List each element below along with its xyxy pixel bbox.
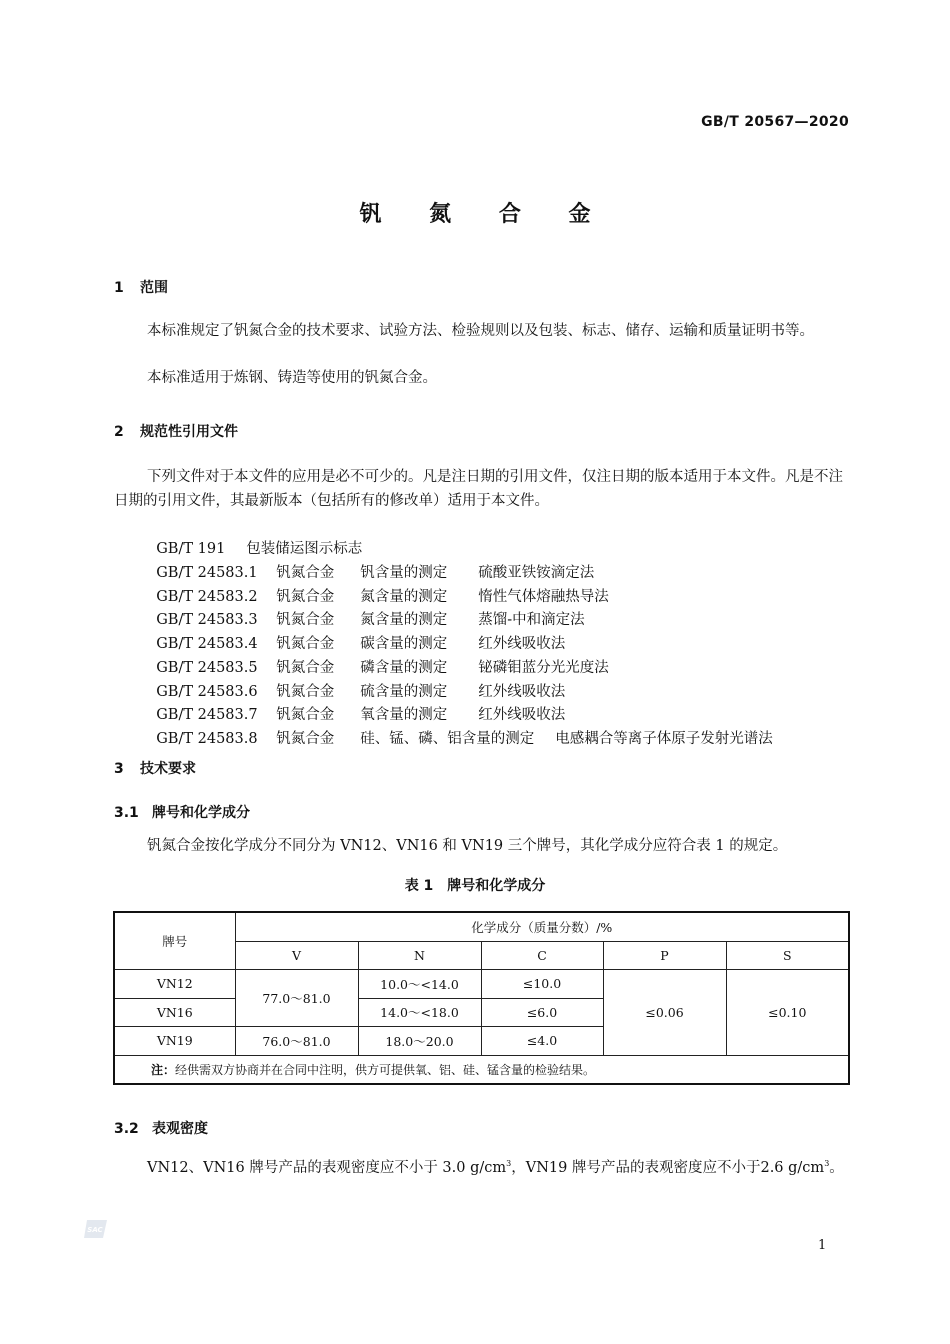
grade-cell: VN16 [114, 998, 235, 1027]
reference-code: GB/T 24583.8 [156, 730, 258, 747]
reference-method: 红外线吸收法 [478, 683, 566, 700]
section-title: 牌号和化学成分 [152, 805, 250, 821]
column-header: P [603, 941, 726, 970]
reference-item-name: 磷含量的测定 [360, 659, 448, 676]
grade-cell: VN12 [114, 970, 235, 999]
section-number: 1 [114, 280, 124, 296]
v-cell: 76.0～81.0 [235, 1027, 358, 1056]
grade-cell: VN19 [114, 1027, 235, 1056]
section-3-2-heading [114, 1118, 208, 1138]
paragraph-text: 本标准适用于炼钢、铸造等使用的钒氮合金。 [147, 370, 437, 386]
section-3-2-paragraph [114, 1152, 850, 1180]
section-1-heading [114, 277, 168, 297]
reference-item-name: 硫含量的测定 [360, 683, 448, 700]
reference-method: 蒸馏-中和滴定法 [478, 611, 585, 628]
v-cell: 77.0～81.0 [235, 970, 358, 1027]
paragraph-text: ，VN19 牌号产品的表观密度应不小于2.6 g/cm [511, 1159, 825, 1176]
reference-method: 硫酸亚铁铵滴定法 [478, 564, 595, 581]
reference-title: 钒氮合金 [276, 683, 335, 700]
reference-method: 红外线吸收法 [478, 635, 566, 652]
superscript: 3 [506, 1159, 512, 1168]
reference-title: 钒氮合金 [276, 611, 335, 628]
reference-code: GB/T 24583.7 [156, 706, 258, 723]
page-number: 1 [818, 1238, 827, 1253]
reference-code: GB/T 191 [156, 540, 226, 557]
p-cell: ≤0.06 [603, 970, 726, 1056]
section-title: 表观密度 [152, 1121, 208, 1137]
note-label: 注： [151, 1062, 176, 1077]
table-caption: 表 1 牌号和化学成分 [404, 878, 546, 894]
section-title: 规范性引用文件 [140, 424, 238, 440]
logo-text: SAC [87, 1226, 103, 1234]
table-row [114, 970, 849, 999]
document-title: 钒 氮 合 金 [359, 202, 611, 227]
reference-code: GB/T 24583.1 [156, 564, 258, 581]
reference-item-name: 氮含量的测定 [360, 588, 448, 605]
c-cell: ≤10.0 [481, 970, 603, 999]
sac-logo [84, 1218, 110, 1240]
reference-code: GB/T 24583.4 [156, 635, 258, 652]
reference-method: 惰性气体熔融热导法 [478, 588, 609, 605]
n-cell: 10.0～<14.0 [358, 970, 481, 999]
section-3-heading [114, 758, 196, 778]
s-cell: ≤0.10 [726, 970, 849, 1056]
standard-code: GB/T 20567—2020 [701, 114, 849, 130]
composition-header: 化学成分（质量分数）/% [235, 912, 849, 941]
section-2-paragraph-1 [114, 466, 850, 513]
reference-code: GB/T 24583.5 [156, 659, 258, 676]
reference-item-name: 碳含量的测定 [360, 635, 448, 652]
c-cell: ≤4.0 [481, 1027, 603, 1056]
reference-item-name: 氧含量的测定 [360, 706, 448, 723]
column-header: N [358, 941, 481, 970]
reference-method: 铋磷钼蓝分光光度法 [478, 659, 609, 676]
reference-method: 电感耦合等离子体原子发射光谱法 [555, 730, 773, 747]
reference-title: 包装储运图示标志 [246, 540, 363, 557]
reference-title: 钒氮合金 [276, 659, 335, 676]
reference-title: 钒氮合金 [276, 730, 335, 747]
reference-title: 钒氮合金 [276, 706, 335, 723]
n-cell: 14.0～<18.0 [358, 998, 481, 1027]
section-3-1-heading [114, 802, 250, 822]
composition-table [113, 911, 850, 1085]
section-1-paragraph-1 [114, 320, 850, 344]
reference-title: 钒氮合金 [276, 564, 335, 581]
reference-title: 钒氮合金 [276, 635, 335, 652]
paragraph-text: 本标准规定了钒氮合金的技术要求、试验方法、检验规则以及包装、标志、储存、运输和质量证明书等。 [147, 323, 814, 339]
section-number: 3 [114, 761, 124, 777]
column-header: S [726, 941, 849, 970]
paragraph-text: 下列文件对于本文件的应用是必不可少的。凡是注日期的引用文件，仅注日期的版本适用于本文件。凡是不注日期的引用文件，其最新版本（包括所有的修改单）适用于本文件。 [114, 469, 843, 509]
section-title: 范围 [140, 280, 168, 296]
reference-method: 红外线吸收法 [478, 706, 566, 723]
section-2-heading [114, 421, 238, 441]
table-note-row [114, 1055, 849, 1084]
grade-header: 牌号 [114, 912, 235, 970]
section-3-1-paragraph [114, 835, 850, 859]
reference-item-name: 硅、锰、磷、铝含量的测定 [360, 730, 535, 747]
table-note [114, 1055, 849, 1084]
column-header: C [481, 941, 603, 970]
paragraph-text: VN12、VN16 牌号产品的表观密度应不小于 3.0 g/cm [147, 1159, 507, 1176]
section-number: 3.1 [114, 805, 139, 821]
reference-code: GB/T 24583.3 [156, 611, 258, 628]
section-1-paragraph-2 [114, 367, 850, 391]
reference-item-name: 氮含量的测定 [360, 611, 448, 628]
reference-title: 钒氮合金 [276, 588, 335, 605]
paragraph-text: 钒氮合金按化学成分不同分为 VN12、VN16 和 VN19 三个牌号，其化学成分应符合表 1 的规定。 [147, 838, 788, 854]
column-header: V [235, 941, 358, 970]
n-cell: 18.0～20.0 [358, 1027, 481, 1056]
section-number: 3.2 [114, 1121, 139, 1137]
c-cell: ≤6.0 [481, 998, 603, 1027]
superscript: 3 [824, 1159, 830, 1168]
reference-code: GB/T 24583.6 [156, 683, 258, 700]
paragraph-text: 。 [829, 1159, 844, 1176]
reference-item-name: 钒含量的测定 [360, 564, 448, 581]
section-number: 2 [114, 424, 124, 440]
table-header-row [114, 912, 849, 941]
note-text: 经供需双方协商并在合同中注明，供方可提供氧、铝、硅、锰含量的检验结果。 [175, 1062, 596, 1077]
reference-item [147, 704, 773, 751]
section-title: 技术要求 [140, 761, 196, 777]
reference-code: GB/T 24583.2 [156, 588, 258, 605]
